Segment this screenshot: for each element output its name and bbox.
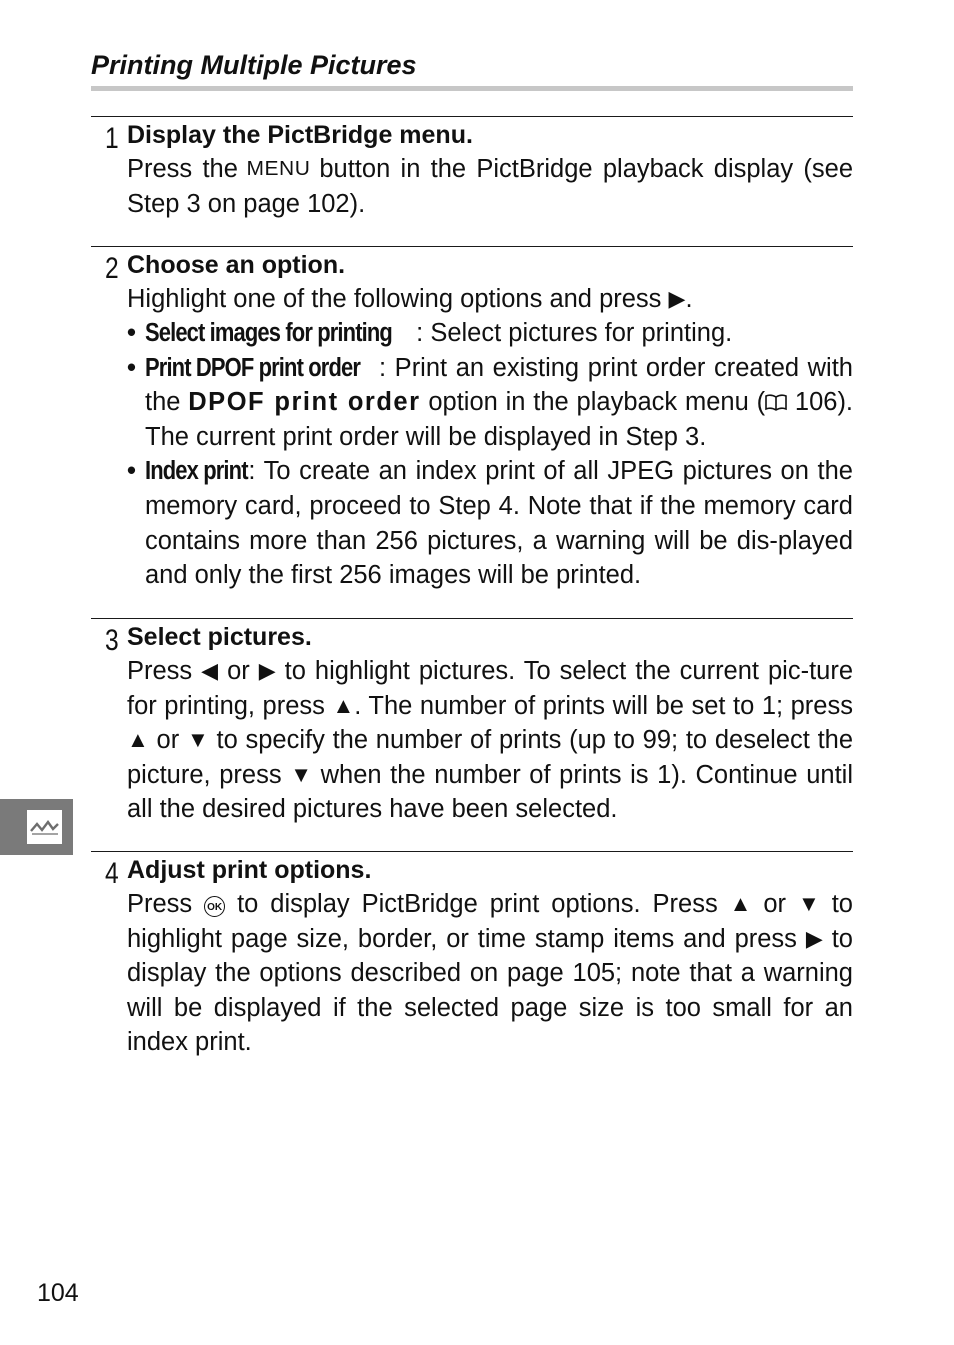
step-body: Press OK to display PictBridge print options. Press ▲ or ▼ to highlight page size, border, or time stamp items and press ▶ to display the options described on page 105; note that a warning will be displayed if the selected page size is too small for an index print.	[127, 887, 853, 1060]
up-arrow-icon: ▲	[729, 891, 752, 916]
step-heading: Display the PictBridge menu.	[127, 121, 473, 149]
step-4	[91, 851, 853, 1072]
step-number: 3	[105, 624, 119, 657]
menu-item-name: DPOF print order	[188, 388, 421, 417]
list-item: • Print DPOF print order : Print an existing print order created with the DPOF print order option in the playback menu ( 106). The current print order will be displayed in Step 3.	[127, 351, 853, 455]
page-number: 104	[37, 1279, 79, 1307]
step-1	[91, 116, 853, 245]
menu-button-icon: MENU	[246, 158, 311, 180]
step-heading: Adjust print options.	[127, 856, 372, 884]
option-term: Index print	[145, 457, 248, 486]
step-2	[91, 246, 853, 617]
option-term: Print DPOF print order	[145, 353, 361, 382]
step-body: Press the MENU button in the PictBridge playback display (see Step 3 on page 102).	[127, 152, 853, 221]
step-number: 2	[105, 252, 119, 285]
step-number: 1	[105, 122, 119, 155]
down-arrow-icon: ▼	[290, 761, 312, 787]
right-arrow-icon: ▶	[258, 658, 276, 683]
list-item: • Index print: To create an index print of all JPEG pictures on the memory card, proceed to Step 4. Note that if the memory card contains more than 256 pictures, a warning will be dis-played and only the first 256 images will be printed.	[127, 454, 853, 592]
section-title: Printing Multiple Pictures	[91, 50, 417, 80]
ok-button-icon: OK	[204, 896, 225, 917]
step-heading: Choose an option.	[127, 251, 346, 279]
option-term: Select images for printing	[145, 319, 392, 347]
down-arrow-icon: ▼	[797, 891, 820, 916]
list-item: • Select images for printing : Select pictures for printing.	[127, 316, 853, 351]
page-reference: 106	[794, 388, 838, 417]
option-list	[127, 316, 853, 593]
up-arrow-icon: ▲	[127, 727, 149, 753]
chapter-side-tab	[0, 799, 73, 855]
left-arrow-icon: ◀	[201, 658, 219, 683]
down-arrow-icon: ▼	[186, 727, 209, 753]
title-rule	[91, 86, 853, 91]
right-arrow-icon: ▶	[805, 925, 823, 951]
pictbridge-connection-icon	[27, 810, 62, 844]
step-body: Highlight one of the following options and press ▶.	[127, 282, 853, 317]
step-heading: Select pictures.	[127, 623, 312, 651]
step-3	[91, 618, 853, 849]
reference-book-icon	[765, 394, 787, 411]
right-arrow-icon: ▶	[668, 286, 686, 311]
up-arrow-icon: ▲	[332, 692, 355, 718]
step-body: Press ◀ or ▶ to highlight pictures. To select the current pic-ture for printing, press ▲. The number of prints will be set to 1; press ▲ or ▼ to specify the number of prints (up to 99; to deselect the picture, press ▼ when the number of prints is 1). Continue until all the desired pictures have been selected.	[127, 654, 853, 827]
step-number: 4	[105, 857, 119, 890]
